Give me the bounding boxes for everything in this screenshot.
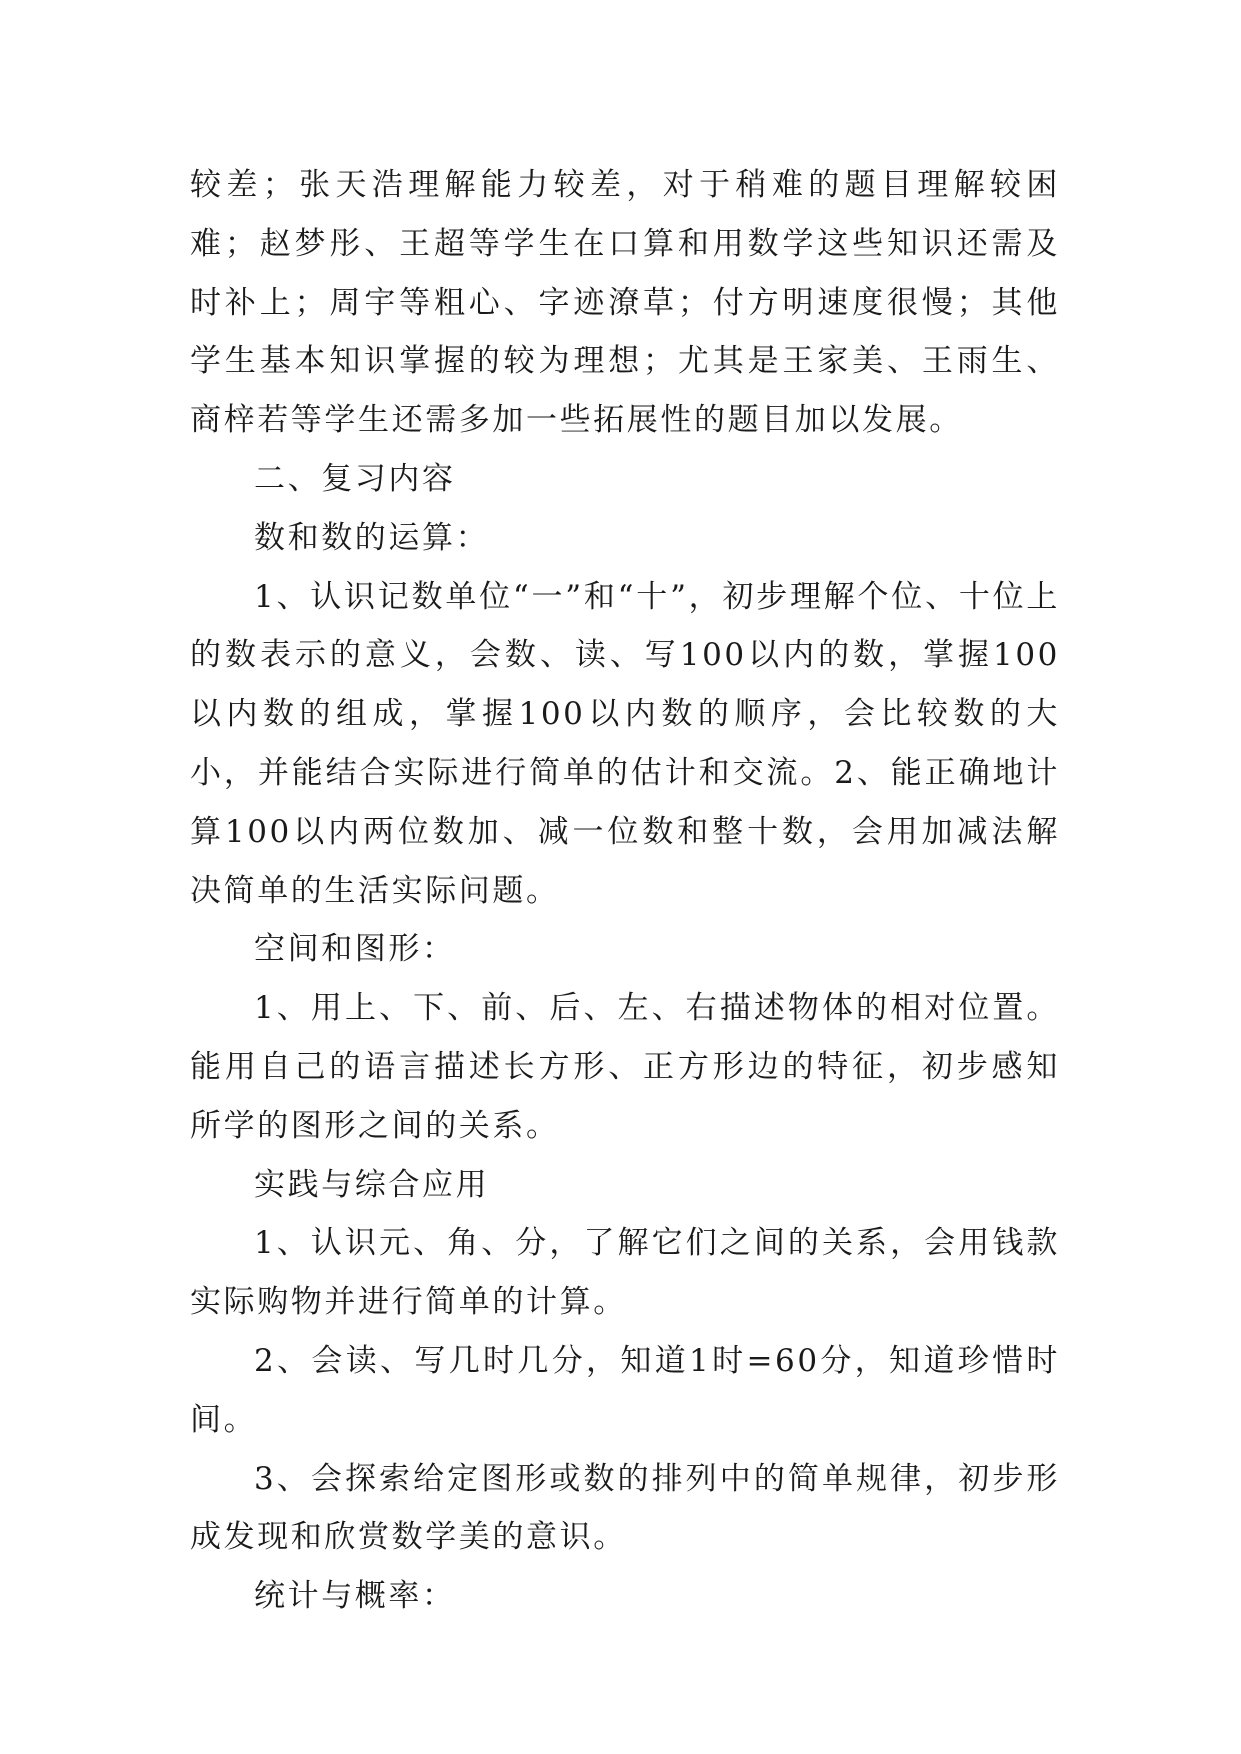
paragraph-time: 2、会读、写几时几分，知道1时=60分，知道珍惜时间。: [190, 1342, 1060, 1438]
paragraph-numbers-operations: 1、认识记数单位“一”和“十”，初步理解个位、十位上的数表示的意义，会数、读、写100以内的数，掌握100以内数的组成，掌握100以内数的顺序，会比较数的大小，并能结合实际进行简单的估计和交流。2、能正确地计算100以内两位数加、减一位数和整十数，会用加减法解决简单的生活实际问题。: [190, 578, 1060, 909]
subheading-space-shapes: 空间和图形：: [254, 931, 456, 968]
subheading-statistics-probability: 统计与概率：: [254, 1578, 456, 1615]
heading-review-content: 二、复习内容: [254, 460, 456, 497]
paragraph-student-notes: 较差；张天浩理解能力较差，对于稍难的题目理解较困难；赵梦彤、王超等学生在口算和用数学这些知识还需及时补上；周宇等粗心、字迹潦草；付方明速度很慢；其他学生基本知识掌握的较为理想；尤其是王家美、王雨生、商梓若等学生还需多加一些拓展性的题目加以发展。: [190, 167, 1060, 439]
paragraph-money: 1、认识元、角、分，了解它们之间的关系，会用钱款实际购物并进行简单的计算。: [190, 1225, 1060, 1321]
paragraph-patterns: 3、会探索给定图形或数的排列中的简单规律，初步形成发现和欣赏数学美的意识。: [190, 1460, 1060, 1556]
paragraph-space-shapes: 1、用上、下、前、后、左、右描述物体的相对位置。能用自己的语言描述长方形、正方形边的特征，初步感知所学的图形之间的关系。: [190, 990, 1060, 1144]
document-body: [190, 156, 1060, 1626]
subheading-numbers-operations: 数和数的运算：: [254, 519, 490, 556]
subheading-practice-application: 实践与综合应用: [254, 1166, 490, 1203]
